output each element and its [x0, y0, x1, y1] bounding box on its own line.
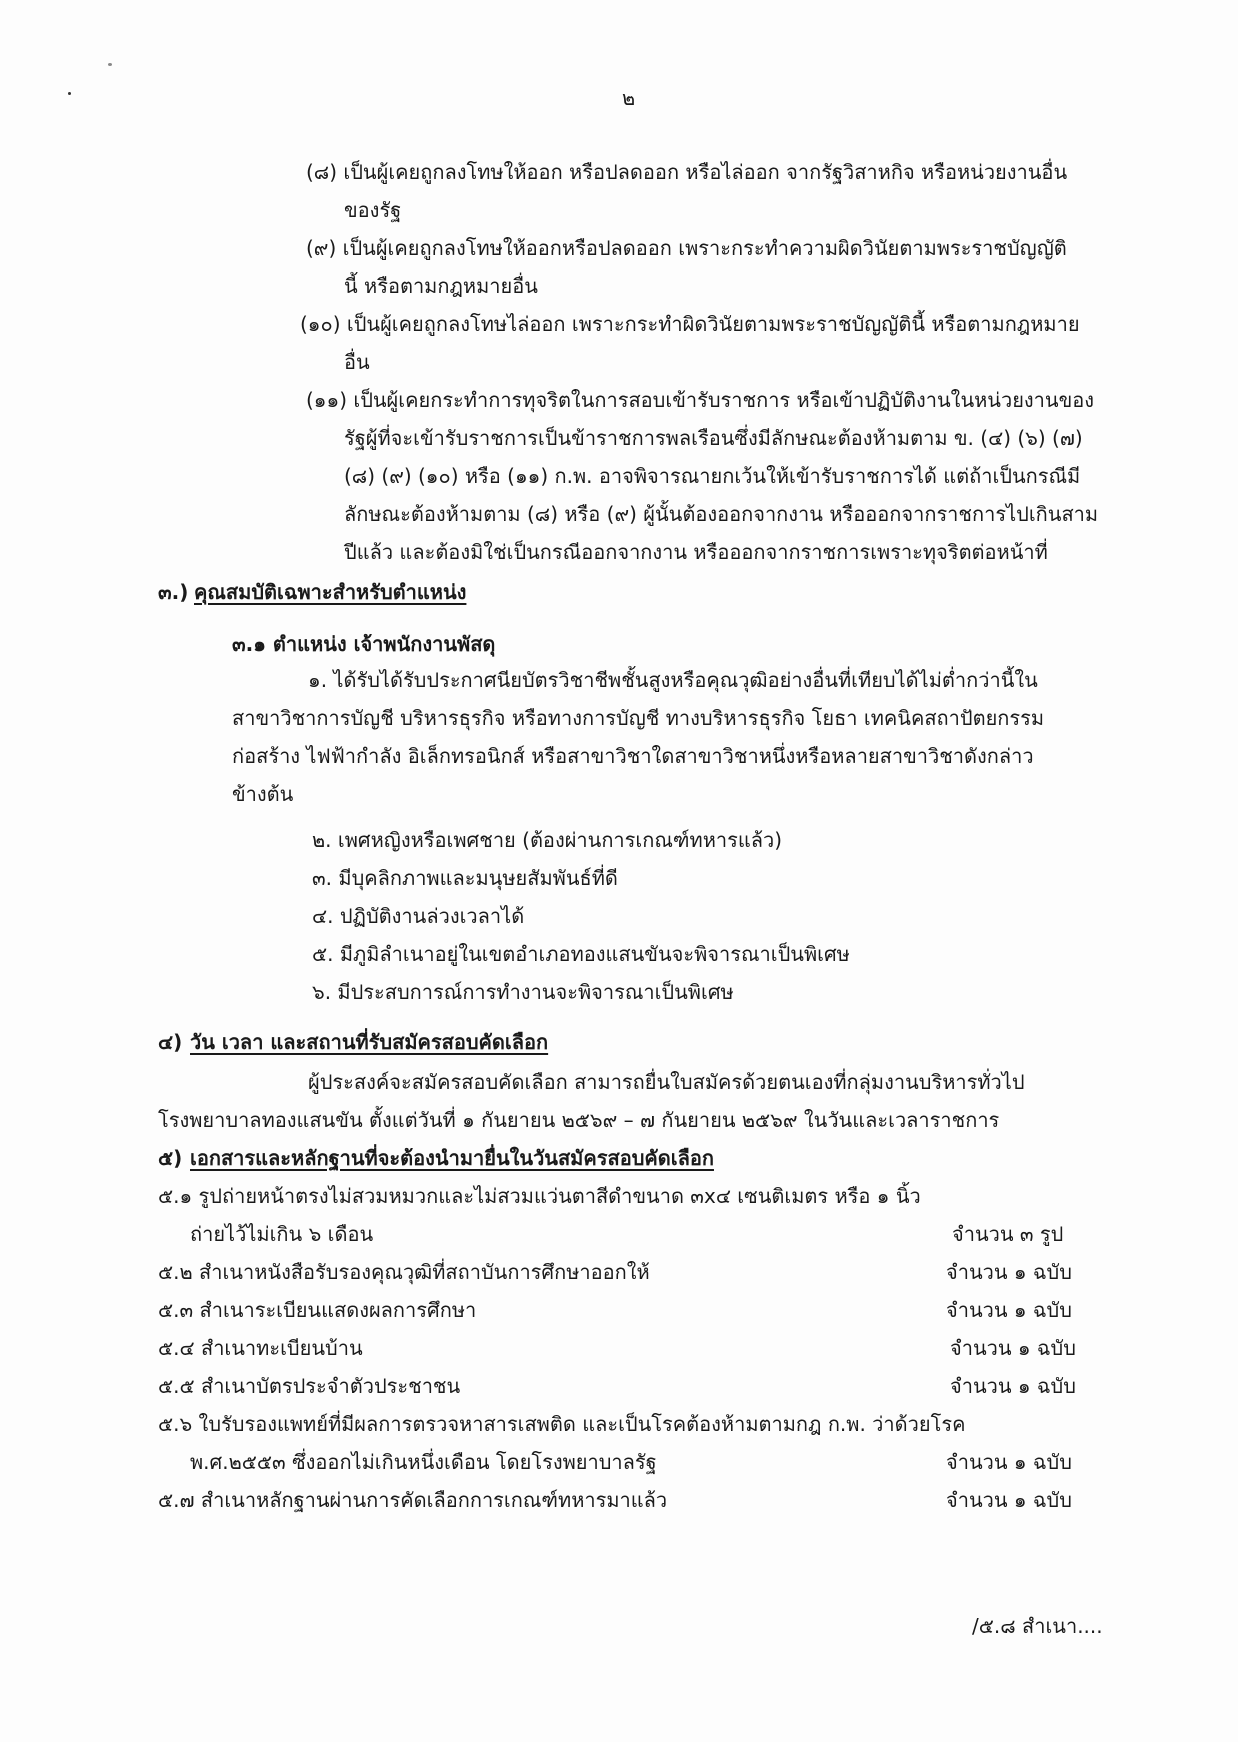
document-5-3: ๕.๓ สำเนาระเบียนแสดงผลการศึกษา [158, 1298, 477, 1322]
document-5-1-line1: ๕.๑ รูปถ่ายหน้าตรงไม่สวมหมวกและไม่สวมแว่นตาสีดำขนาด ๓x๔ เซนติเมตร หรือ ๑ นิ้ว [158, 1184, 921, 1208]
scan-speck [108, 63, 112, 66]
document-5-6-line1: ๕.๖ ใบรับรองแพทย์ที่มีผลการตรวจหาสารเสพติด และเป็นโรคต้องห้ามตามกฎ ก.พ. ว่าด้วยโรค [158, 1412, 966, 1436]
document-5-5: ๕.๕ สำเนาบัตรประจำตัวประชาชน [158, 1374, 461, 1398]
qualification-2: ๒. เพศหญิงหรือเพศชาย (ต้องผ่านการเกณฑ์ทหารแล้ว) [312, 828, 783, 852]
section-3-heading: คุณสมบัติเฉพาะสำหรับตำแหน่ง [194, 580, 467, 604]
item-10-line2: อื่น [344, 350, 370, 374]
document-5-1-quantity: จำนวน ๓ รูป [952, 1222, 1064, 1246]
section-3-number: ๓.) [158, 580, 189, 604]
qualification-3: ๓. มีบุคลิกภาพและมนุษยสัมพันธ์ที่ดี [312, 866, 618, 890]
section-4-heading: วัน เวลา และสถานที่รับสมัครสอบคัดเลือก [190, 1030, 549, 1054]
item-11-line4: ลักษณะต้องห้ามตาม (๘) หรือ (๙) ผู้นั้นต้องออกจากงาน หรือออกจากราชการไปเกินสาม [344, 502, 1099, 526]
item-9-line2: นี้ หรือตามกฎหมายอื่น [344, 274, 538, 298]
document-5-2: ๕.๒ สำเนาหนังสือรับรองคุณวุฒิที่สถาบันการศึกษาออกให้ [158, 1260, 650, 1284]
continuation-marker: /๕.๘ สำเนา.... [972, 1614, 1103, 1638]
document-5-6-line2: พ.ศ.๒๕๕๓ ซึ่งออกไม่เกินหนึ่งเดือน โดยโรงพยาบาลรัฐ [190, 1450, 657, 1474]
qualification-1-line3: ก่อสร้าง ไฟฟ้ากำลัง อิเล็กทรอนิกส์ หรือสาขาวิชาใดสาขาวิชาหนึ่งหรือหลายสาขาวิชาดังกล่าว [232, 744, 1034, 768]
item-8-line2: ของรัฐ [344, 198, 402, 222]
application-paragraph-line2: โรงพยาบาลทองแสนขัน ตั้งแต่วันที่ ๑ กันยายน ๒๕๖๙ – ๗ กันยายน ๒๕๖๙ ในวันและเวลาราชการ [158, 1108, 1000, 1132]
item-10-line1: (๑๐) เป็นผู้เคยถูกลงโทษไล่ออก เพราะกระทำผิดวินัยตามพระราชบัญญัตินี้ หรือตามกฎหมาย [300, 312, 1080, 336]
item-11-line3: (๘) (๙) (๑๐) หรือ (๑๑) ก.พ. อาจพิจารณายกเว้นให้เข้ารับราชการได้ แต่ถ้าเป็นกรณีมี [344, 464, 1081, 488]
document-5-4: ๕.๔ สำเนาทะเบียนบ้าน [158, 1336, 363, 1360]
document-5-2-quantity: จำนวน ๑ ฉบับ [946, 1260, 1072, 1284]
document-5-7-quantity: จำนวน ๑ ฉบับ [946, 1488, 1072, 1512]
section-3-1-heading: ๓.๑ ตำแหน่ง เจ้าพนักงานพัสดุ [232, 632, 496, 656]
item-8-line1: (๘) เป็นผู้เคยถูกลงโทษให้ออก หรือปลดออก หรือไล่ออก จากรัฐวิสาหกิจ หรือหน่วยงานอื่น [306, 160, 1068, 184]
document-5-1-line2: ถ่ายไว้ไม่เกิน ๖ เดือน [190, 1222, 374, 1246]
document-5-5-quantity: จำนวน ๑ ฉบับ [950, 1374, 1076, 1398]
document-5-7: ๕.๗ สำเนาหลักฐานผ่านการคัดเลือกการเกณฑ์ทหารมาแล้ว [158, 1488, 668, 1512]
qualification-4: ๔. ปฏิบัติงานล่วงเวลาได้ [312, 904, 525, 928]
qualification-6: ๖. มีประสบการณ์การทำงานจะพิจารณาเป็นพิเศษ [312, 980, 734, 1004]
document-5-4-quantity: จำนวน ๑ ฉบับ [950, 1336, 1076, 1360]
qualification-1-line2: สาขาวิชาการบัญชี บริหารธุรกิจ หรือทางการบัญชี ทางบริหารธุรกิจ โยธา เทคนิคสถาปัตยกรรม [232, 706, 1045, 730]
document-5-3-quantity: จำนวน ๑ ฉบับ [946, 1298, 1072, 1322]
section-5-heading: เอกสารและหลักฐานที่จะต้องนำมายื่นในวันสมัครสอบคัดเลือก [190, 1146, 714, 1170]
item-11-line2: รัฐผู้ที่จะเข้ารับราชการเป็นข้าราชการพลเรือนซึ่งมีลักษณะต้องห้ามตาม ข. (๔) (๖) (๗) [344, 426, 1083, 450]
qualification-1-line1: ๑. ได้รับได้รับประกาศนียบัตรวิชาชีพชั้นสูงหรือคุณวุฒิอย่างอื่นที่เทียบได้ไม่ต่ำกว่านี้ใน [308, 668, 1038, 692]
item-9-line1: (๙) เป็นผู้เคยถูกลงโทษให้ออกหรือปลดออก เพราะกระทำความผิดวินัยตามพระราชบัญญัติ [306, 236, 1067, 260]
item-11-line1: (๑๑) เป็นผู้เคยกระทำการทุจริตในการสอบเข้ารับราชการ หรือเข้าปฏิบัติงานในหน่วยงานของ [306, 388, 1095, 412]
document-5-6-quantity: จำนวน ๑ ฉบับ [946, 1450, 1072, 1474]
item-11-line5: ปีแล้ว และต้องมิใช่เป็นกรณีออกจากงาน หรือออกจากราชการเพราะทุจริตต่อหน้าที่ [344, 540, 1048, 564]
qualification-1-line4: ข้างต้น [232, 782, 294, 806]
section-4-number: ๔) [158, 1030, 183, 1054]
qualification-5: ๕. มีภูมิลำเนาอยู่ในเขตอำเภอทองแสนขันจะพิจารณาเป็นพิเศษ [312, 942, 850, 966]
application-paragraph-line1: ผู้ประสงค์จะสมัครสอบคัดเลือก สามารถยื่นใบสมัครด้วยตนเองที่กลุ่มงานบริหารทั่วไป [308, 1070, 1025, 1094]
page-number: ๒ [622, 86, 636, 110]
scan-speck [68, 92, 71, 95]
section-5-number: ๕) [158, 1146, 183, 1170]
